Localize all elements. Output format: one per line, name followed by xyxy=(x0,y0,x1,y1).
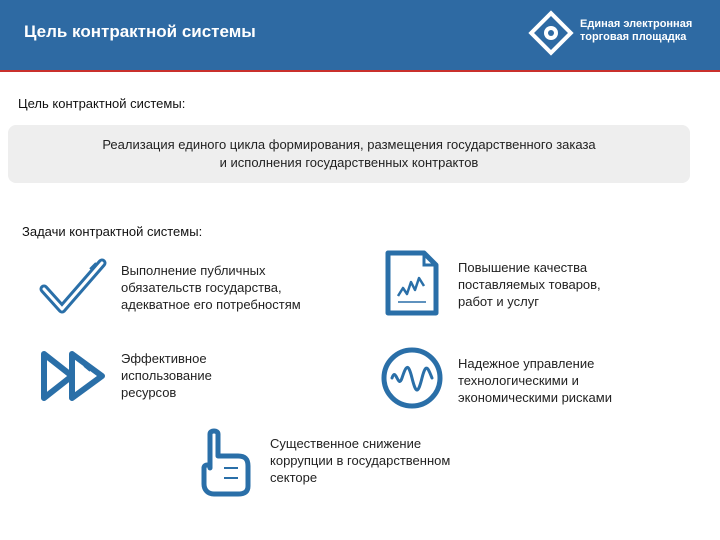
task-5-line-3: секторе xyxy=(270,470,318,485)
tasks-label: Задачи контрактной системы: xyxy=(22,224,203,239)
task-4-line-3: экономическими рисками xyxy=(458,390,612,405)
task-text-2 xyxy=(458,259,688,310)
logo-text-line2: торговая площадка xyxy=(580,31,687,43)
logo-mark-icon xyxy=(528,10,574,56)
goal-label: Цель контрактной системы: xyxy=(18,96,186,111)
task-2-line-1: Повышение качества xyxy=(458,260,588,275)
logo xyxy=(528,10,708,60)
task-1-line-1: Выполнение публичных xyxy=(121,263,266,278)
task-3-line-3: ресурсов xyxy=(121,385,177,400)
task-1-line-3: адекватное его потребностям xyxy=(121,297,301,312)
task-5-line-2: коррупции в государственном xyxy=(270,453,451,468)
task-text-4 xyxy=(458,355,698,406)
task-4-line-1: Надежное управление xyxy=(458,356,595,371)
task-text-1 xyxy=(121,262,361,313)
goal-text-line2: и исполнения государственных контрактов xyxy=(219,155,479,170)
task-3-line-1: Эффективное xyxy=(121,351,207,366)
goal-text-line1: Реализация единого цикла формирования, размещения государственного заказа xyxy=(102,137,596,152)
page-title: Цель контрактной системы xyxy=(24,22,256,41)
chart-document-icon xyxy=(384,250,440,316)
logo-text-line1: Единая электронная xyxy=(580,18,693,30)
goal-box xyxy=(8,125,690,183)
task-text-5 xyxy=(270,435,530,486)
task-2-line-2: поставляемых товаров, xyxy=(458,277,601,292)
logo-text xyxy=(580,18,710,44)
task-1-line-2: обязательств государства, xyxy=(121,280,282,295)
checkmark-icon xyxy=(38,255,108,317)
waveform-circle-icon xyxy=(380,346,444,410)
task-5-line-1: Существенное снижение xyxy=(270,436,422,451)
task-3-line-2: использование xyxy=(121,368,212,383)
hand-pointer-icon xyxy=(194,428,254,498)
task-2-line-3: работ и услуг xyxy=(458,294,539,309)
header-bar xyxy=(0,0,720,72)
task-4-line-2: технологическими и xyxy=(458,373,579,388)
task-text-3 xyxy=(121,350,321,401)
fast-forward-icon xyxy=(40,350,108,402)
